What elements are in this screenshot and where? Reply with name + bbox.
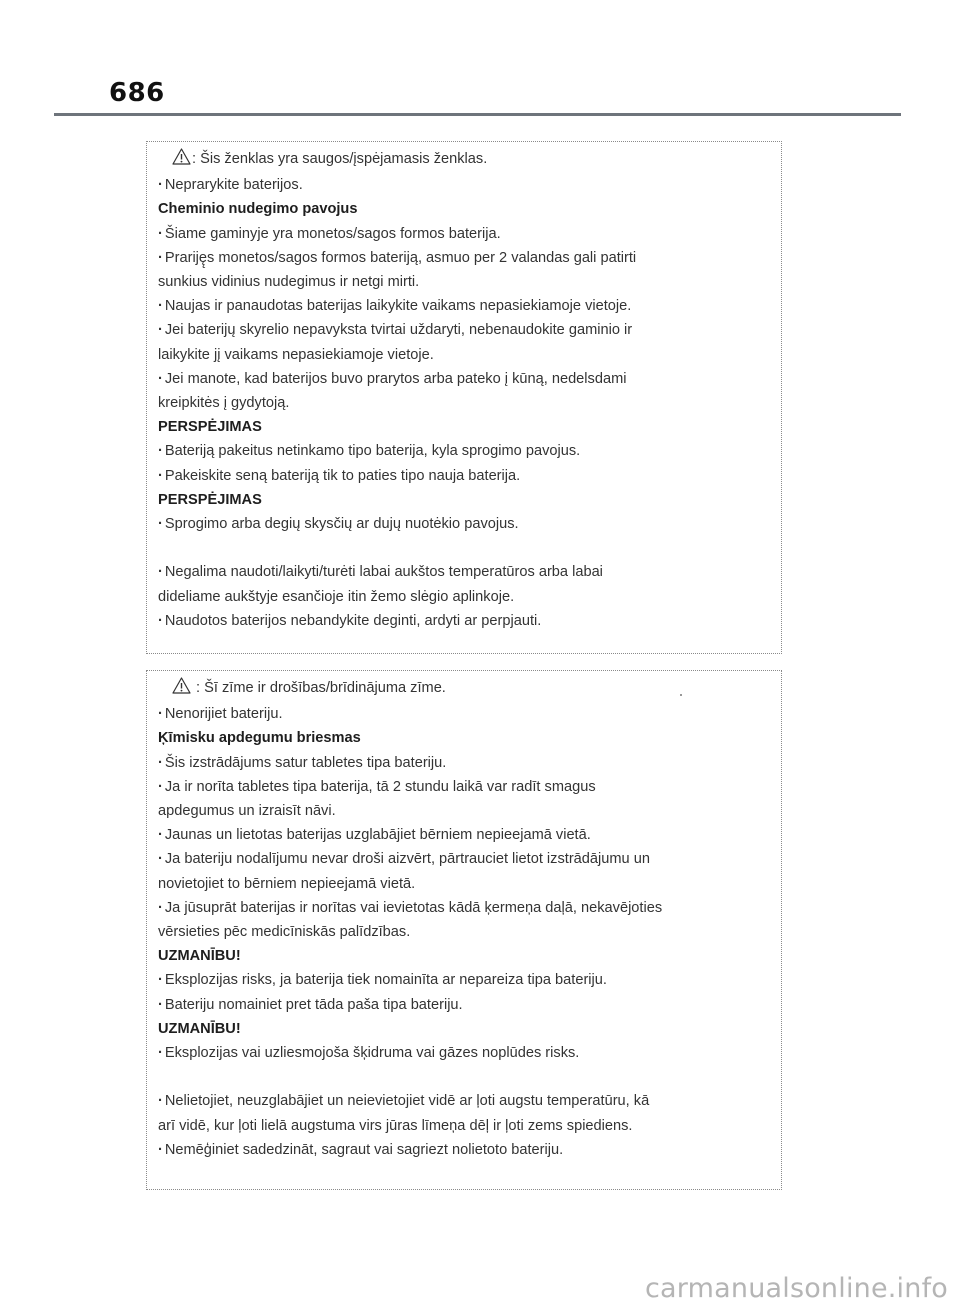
line-text: Ja jūsuprāt baterijas ir norītas vai ievietotas kādā ķermeņa daļā, nekavējoties <box>164 899 663 916</box>
warning-symbol-line <box>158 676 771 702</box>
line-text: Nemēģiniet sadedzināt, sagraut vai sagriezt nolietoto bateriju. <box>164 1141 564 1158</box>
line-text: Negalima naudoti/laikyti/turėti labai aukštos temperatūros arba labai <box>164 564 603 581</box>
bullet-dot: · <box>158 249 163 266</box>
line-text: Sprogimo arba degių skysčių ar dujų nuotėkio pavojus. <box>164 516 519 533</box>
section-heading <box>158 488 771 512</box>
bullet-item <box>158 823 771 847</box>
section-heading <box>158 1017 771 1041</box>
bullet-dot: · <box>158 1045 163 1062</box>
continuation-line <box>158 270 771 294</box>
bullet-dot: · <box>158 972 163 989</box>
bullet-dot: · <box>158 177 163 194</box>
line-text: PERSPĖJIMAS <box>158 491 262 508</box>
continuation-line <box>158 799 771 823</box>
line-text: Ja bateriju nodalījumu nevar droši aizvērt, pārtrauciet lietot izstrādājumu un <box>164 851 650 868</box>
battery-warning-box-latvian <box>146 670 782 1190</box>
bullet-item <box>158 294 771 318</box>
bullet-item <box>158 751 771 775</box>
line-text: Nelietojiet, neuzglabājiet un neievietojiet vidē ar ļoti augstu temperatūru, kā <box>164 1093 650 1110</box>
bullet-item <box>158 993 771 1017</box>
line-text: Cheminio nudegimo pavojus <box>158 201 358 218</box>
line-text: kreipkitės į gydytoją. <box>158 395 290 412</box>
line-text: novietojiet to bērniem nepieejamā vietā. <box>158 875 416 892</box>
bullet-item <box>158 609 771 633</box>
watermark: carmanualsonline.info <box>645 1273 948 1304</box>
bullet-dot: · <box>158 827 163 844</box>
line-text: Prariję̨s monetos/sagos formos bateriją, asmuo per 2 valandas gali patirti <box>164 249 637 266</box>
bullet-dot: · <box>158 322 163 339</box>
line-text: Bateriju nomainiet pret tāda paša tipa bateriju. <box>164 996 463 1013</box>
line-text: Jei baterijų skyrelio nepavyksta tvirtai uždaryti, nebenaudokite gaminio ir <box>164 322 633 339</box>
battery-warning-box-lithuanian <box>146 141 782 654</box>
line-text: Nenorijiet bateriju. <box>164 706 283 723</box>
bullet-item <box>158 968 771 992</box>
warning-triangle-icon <box>172 677 191 702</box>
line-text: Ja ir norīta tabletes tipa baterija, tā 2 stundu laikā var radīt smagus <box>164 778 596 795</box>
bullet-dot: · <box>158 754 163 771</box>
bullet-item <box>158 1138 771 1162</box>
scan-speck <box>680 694 682 696</box>
bullet-item <box>158 560 771 584</box>
line-text: Jei manote, kad baterijos buvo prarytos arba pateko į kūną, nedelsdami <box>164 370 627 387</box>
bullet-item <box>158 246 771 270</box>
paragraph-gap <box>158 1065 771 1089</box>
continuation-line <box>158 343 771 367</box>
section-heading <box>158 726 771 750</box>
section-heading <box>158 944 771 968</box>
bullet-item <box>158 464 771 488</box>
line-text: UZMANĪBU! <box>158 1020 241 1037</box>
section-heading <box>158 415 771 439</box>
line-text: apdegumus un izraisīt nāvi. <box>158 803 336 820</box>
continuation-line <box>158 1114 771 1138</box>
warning-symbol-line <box>158 147 771 173</box>
line-text: Ķīmisku apdegumu briesmas <box>158 730 361 747</box>
bullet-dot: · <box>158 996 163 1013</box>
warning-triangle-icon <box>172 148 191 173</box>
bullet-dot: · <box>158 706 163 723</box>
bullet-dot: · <box>158 467 163 484</box>
bullet-dot: · <box>158 612 163 629</box>
bullet-dot: · <box>158 564 163 581</box>
line-text: Šis izstrādājums satur tabletes tipa bateriju. <box>164 754 447 771</box>
bullet-item <box>158 222 771 246</box>
line-text: Naujas ir panaudotas baterijas laikykite vaikams nepasiekiamoje vietoje. <box>164 298 632 315</box>
line-text: Naudotos baterijos nebandykite deginti, ardyti ar perpjauti. <box>164 612 542 629</box>
bullet-item <box>158 512 771 536</box>
line-text: laikykite jį vaikams nepasiekiamoje vietoje. <box>158 346 434 363</box>
section-heading <box>158 197 771 221</box>
header-rule <box>54 113 901 116</box>
bullet-dot: · <box>158 370 163 387</box>
line-text: : Šī zīme ir drošības/brīdinājuma zīme. <box>192 680 446 696</box>
line-text: Pakeiskite seną bateriją tik to paties tipo nauja baterija. <box>164 467 521 484</box>
bullet-item <box>158 318 771 342</box>
line-text: arī vidē, kur ļoti lielā augstuma virs jūras līmeņa dēļ ir ļoti zems spiediens. <box>158 1117 633 1134</box>
bullet-dot: · <box>158 1141 163 1158</box>
bullet-item <box>158 1041 771 1065</box>
bullet-item <box>158 439 771 463</box>
bullet-item <box>158 896 771 920</box>
line-text: dideliame aukštyje esančioje itin žemo slėgio aplinkoje. <box>158 588 515 605</box>
bullet-dot: · <box>158 298 163 315</box>
paragraph-gap <box>158 536 771 560</box>
line-text: vērsieties pēc medicīniskās palīdzības. <box>158 924 411 941</box>
bullet-dot: · <box>158 516 163 533</box>
line-text: Neprarykite baterijos. <box>164 177 303 194</box>
line-text: PERSPĖJIMAS <box>158 419 262 436</box>
page-number: 686 <box>109 78 165 108</box>
bullet-item <box>158 775 771 799</box>
bullet-dot: · <box>158 778 163 795</box>
line-text: : Šis ženklas yra saugos/įspėjamasis ženklas. <box>192 151 488 167</box>
continuation-line <box>158 920 771 944</box>
line-text: Eksplozijas vai uzliesmojoša šķidruma vai gāzes noplūdes risks. <box>164 1045 580 1062</box>
bullet-dot: · <box>158 1093 163 1110</box>
bullet-item <box>158 847 771 871</box>
line-text: Bateriją pakeitus netinkamo tipo baterija, kyla sprogimo pavojus. <box>164 443 581 460</box>
bullet-dot: · <box>158 225 163 242</box>
continuation-line <box>158 585 771 609</box>
line-text: UZMANĪBU! <box>158 948 241 965</box>
bullet-item <box>158 1089 771 1113</box>
line-text: Šiame gaminyje yra monetos/sagos formos baterija. <box>164 225 501 242</box>
bullet-item <box>158 702 771 726</box>
bullet-dot: · <box>158 443 163 460</box>
bullet-item <box>158 367 771 391</box>
line-text: Jaunas un lietotas baterijas uzglabājiet bērniem nepieejamā vietā. <box>164 827 591 844</box>
bullet-item <box>158 173 771 197</box>
line-text: Eksplozijas risks, ja baterija tiek nomainīta ar nepareiza tipa bateriju. <box>164 972 607 989</box>
continuation-line <box>158 872 771 896</box>
line-text: sunkius vidinius nudegimus ir netgi mirti. <box>158 274 420 291</box>
bullet-dot: · <box>158 851 163 868</box>
continuation-line <box>158 391 771 415</box>
bullet-dot: · <box>158 899 163 916</box>
